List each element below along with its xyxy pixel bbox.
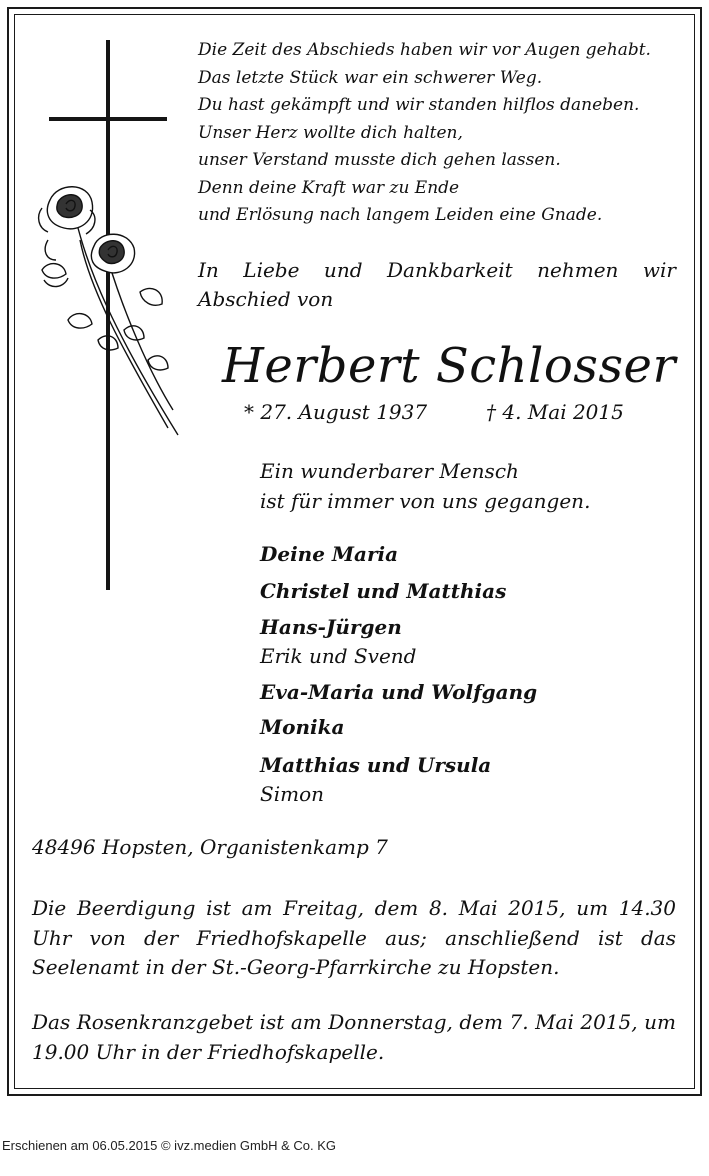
rosary-notice: Das Rosenkranzgebet ist am Donnerstag, dem 7. Mai 2015, um 19.00 Uhr in der Friedhofskapelle. xyxy=(32,1010,676,1064)
life-dates xyxy=(244,397,624,427)
family-sub: Simon xyxy=(260,782,324,806)
address: 48496 Hopsten, Organistenkamp 7 xyxy=(32,835,388,859)
family-member: Matthias und Ursula xyxy=(260,753,492,777)
tribute xyxy=(260,456,590,516)
birth-date: * 27. August 1937 xyxy=(244,400,428,424)
publication-credit: Erschienen am 06.05.2015 © ivz.medien GmbH & Co. KG xyxy=(2,1138,337,1153)
family-member: Monika xyxy=(260,715,345,739)
tribute-line: Ein wunderbarer Mensch xyxy=(260,459,519,483)
family-sub: Erik und Svend xyxy=(260,644,417,668)
poem-line: unser Verstand musste dich gehen lassen. xyxy=(198,150,561,170)
poem-line: Die Zeit des Abschieds haben wir vor Augen gehabt. xyxy=(198,40,651,60)
poem-line: Denn deine Kraft war zu Ende xyxy=(198,177,460,198)
family-member: Christel und Matthias xyxy=(260,579,507,603)
funeral-notice: Die Beerdigung ist am Freitag, dem 8. Mai 2015, um 14.30 Uhr von der Friedhofskapelle aus; anschließend ist das Seelenamt in der St.-Georg-Pfarrkirche zu Hopsten. xyxy=(32,896,676,979)
death-date: † 4. Mai 2015 xyxy=(486,400,624,424)
roses-icon xyxy=(28,180,188,445)
intro-text: In Liebe und Dankbarkeit nehmen wir Abschied von xyxy=(198,258,676,311)
family-member: Deine Maria xyxy=(260,542,399,566)
poem-line: Du hast gekämpft und wir standen hilflos daneben. xyxy=(198,95,640,115)
poem-line: Unser Herz wollte dich halten, xyxy=(198,122,463,143)
poem-line: und Erlösung nach langem Leiden eine Gnade. xyxy=(198,205,603,225)
cross-bar xyxy=(49,117,167,121)
poem-line: Das letzte Stück war ein schwerer Weg. xyxy=(198,67,543,88)
poem xyxy=(198,37,688,230)
family-member: Hans-Jürgen xyxy=(260,615,402,639)
deceased-name: Herbert Schlosser xyxy=(222,338,676,394)
family-member: Eva-Maria und Wolfgang xyxy=(260,680,538,704)
tribute-line: ist für immer von uns gegangen. xyxy=(260,489,591,513)
